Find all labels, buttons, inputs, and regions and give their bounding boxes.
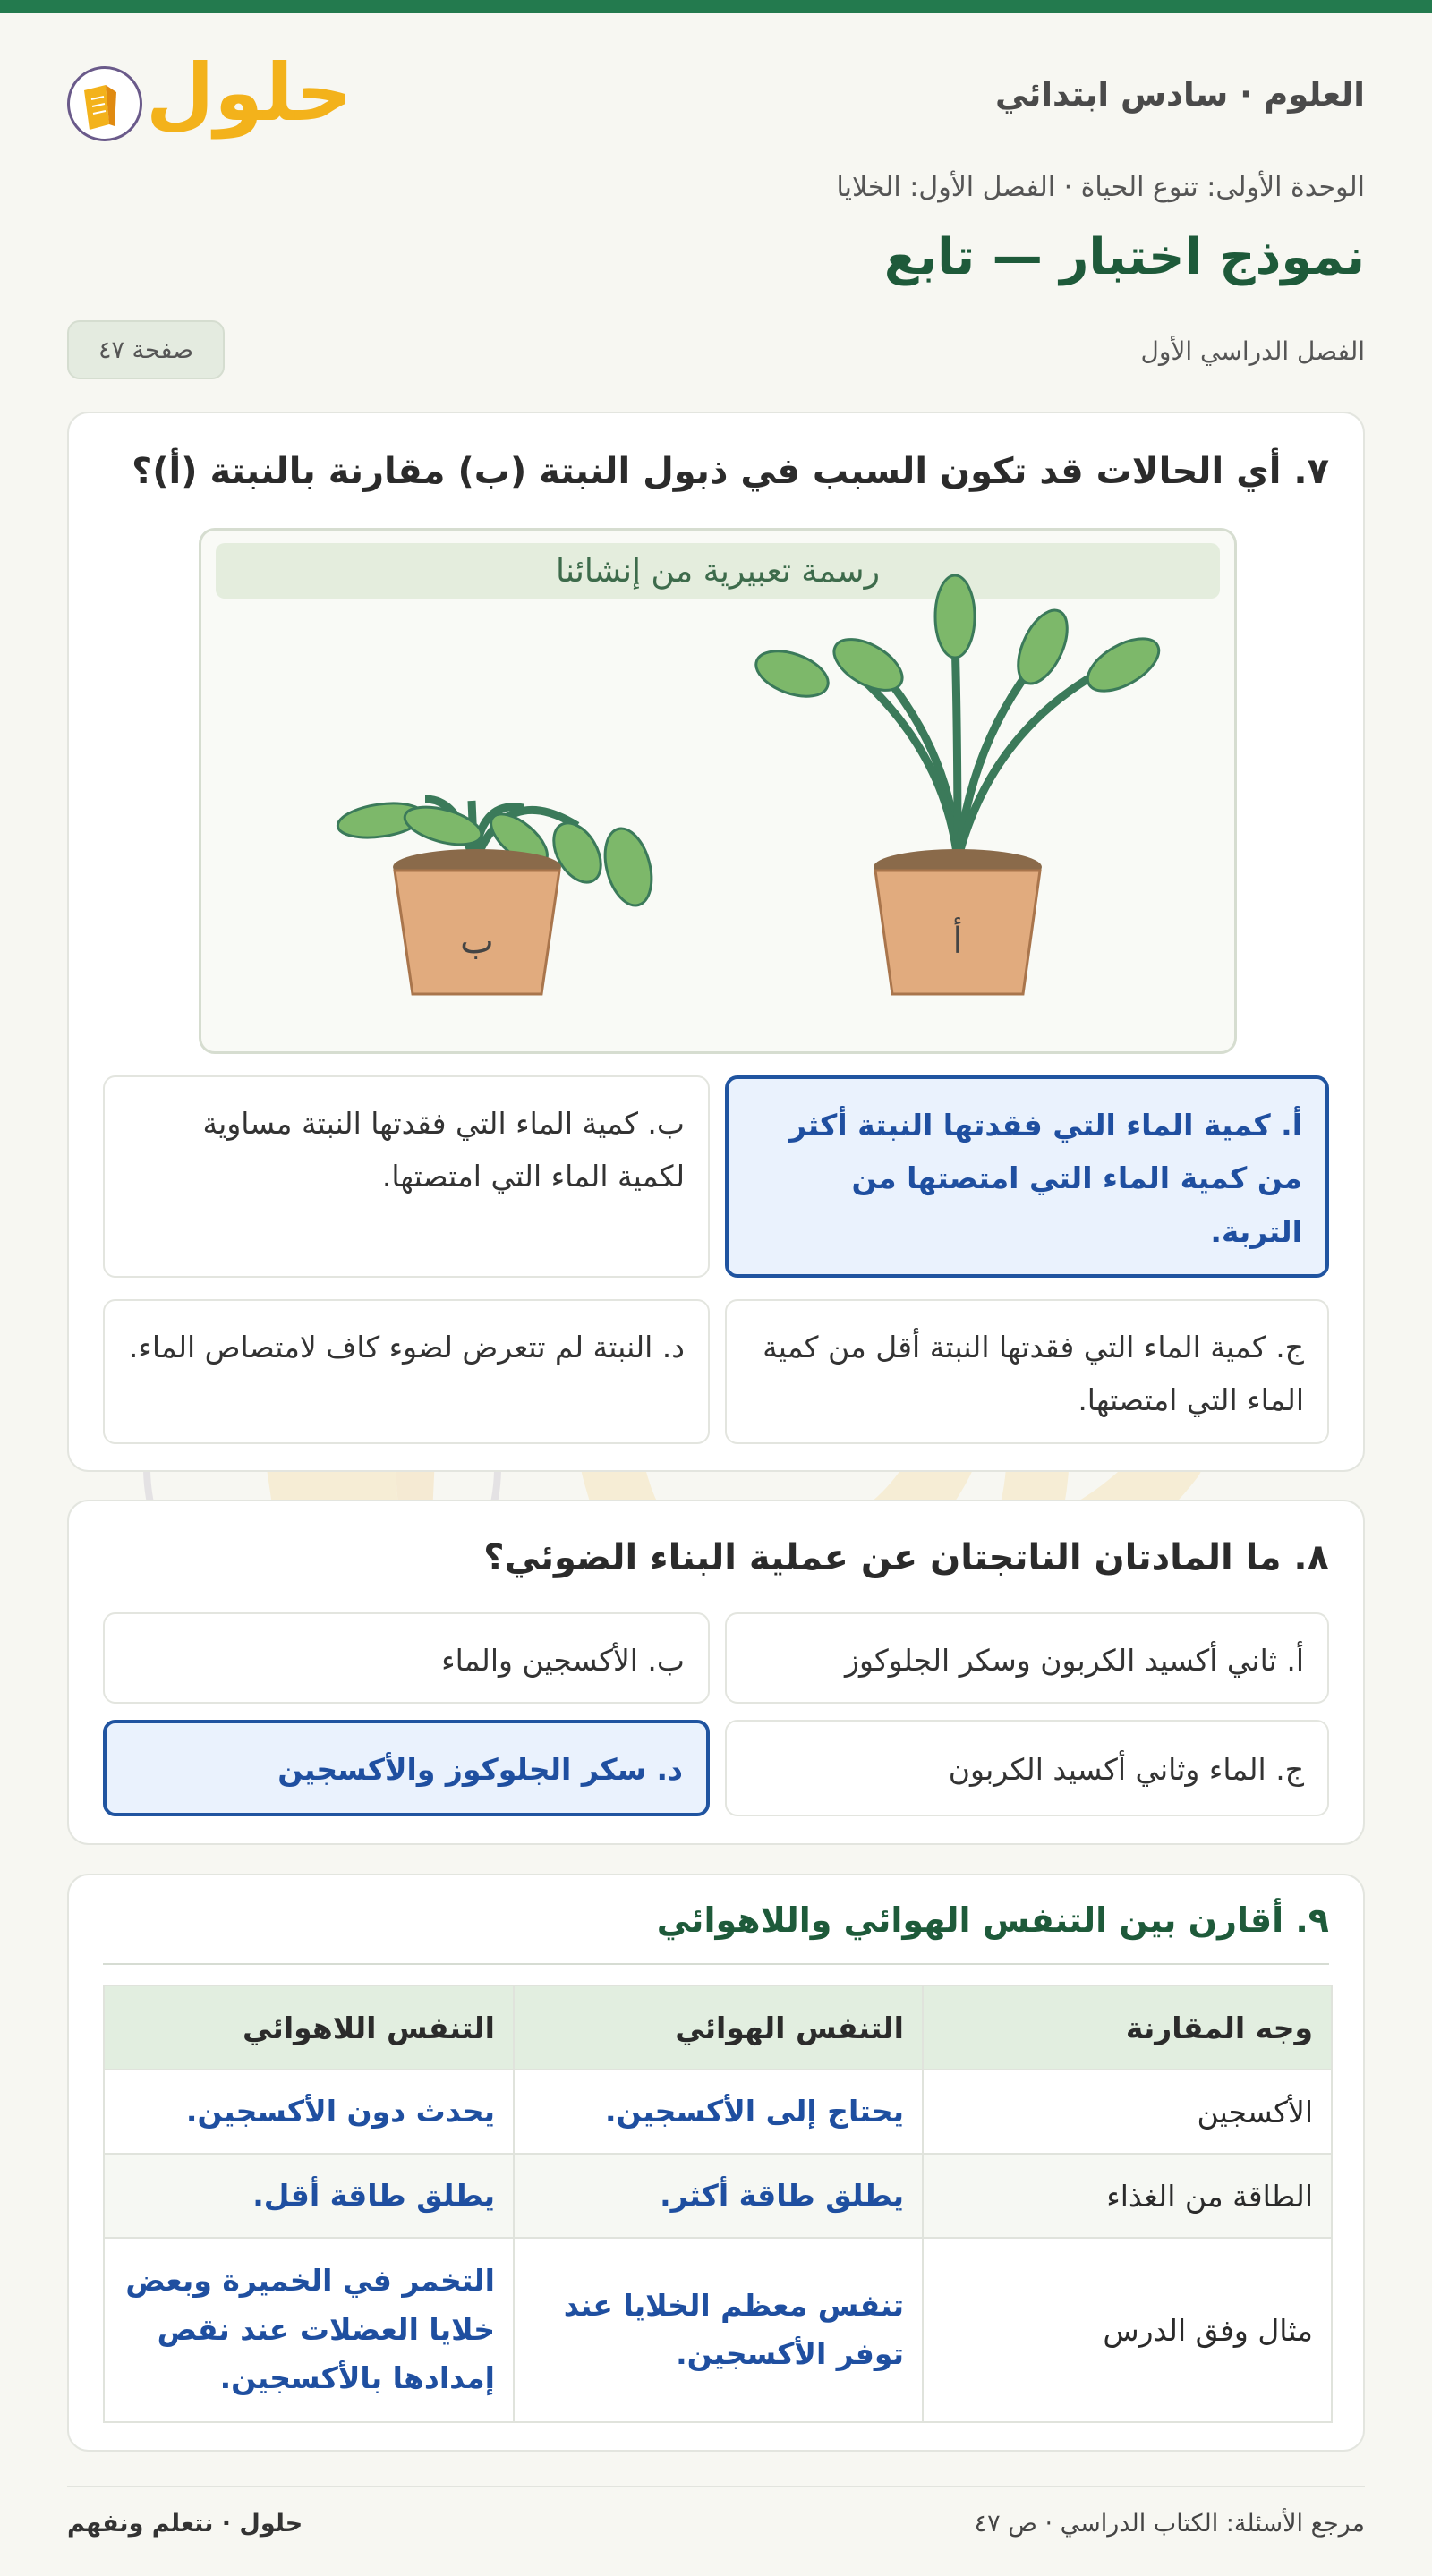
- q8-option-a[interactable]: أ. ثاني أكسيد الكربون وسكر الجلوكوز: [725, 1612, 1329, 1704]
- page-title: نموذج اختبار — تابع: [883, 228, 1365, 286]
- wilted-plant-b: [336, 798, 660, 994]
- question-7-title: ٧. أي الحالات قد تكون السبب في ذبول النبتة (ب) مقارنة بالنبتة (أ)؟: [132, 451, 1329, 492]
- aerobic-answer-cell: يطلق طاقة أكثر.: [514, 2154, 923, 2238]
- aerobic-answer-cell: يحتاج إلى الأكسجين.: [514, 2070, 923, 2154]
- question-8-card: [67, 1500, 1365, 1845]
- table-row: [104, 2154, 1332, 2238]
- anaerobic-answer-cell: يحدث دون الأكسجين.: [104, 2070, 514, 2154]
- aerobic-answer-cell: تنفس معظم الخلايا عند توفر الأكسجين.: [514, 2238, 923, 2422]
- question-9-title: ٩. أقارن بين التنفس الهوائي واللاهوائي: [656, 1900, 1329, 1940]
- question-7-card: [67, 412, 1365, 1472]
- row-label-cell: الأكسجين: [923, 2070, 1332, 2154]
- plant-b-label: ب: [460, 921, 494, 962]
- table-header-cell: التنفس اللاهوائي: [104, 1985, 514, 2070]
- table-header-row: [104, 1985, 1332, 2070]
- question-8-title: ٨. ما المادتان الناتجتان عن عملية البناء الضوئي؟: [483, 1537, 1329, 1578]
- q8-option-c[interactable]: ج. الماء وثاني أكسيد الكربون: [725, 1720, 1329, 1816]
- footer-brand: حلول · نتعلم ونفهم: [67, 2510, 303, 2538]
- anaerobic-answer-cell: يطلق طاقة أقل.: [104, 2154, 514, 2238]
- brand-logo[interactable]: [67, 47, 353, 147]
- top-accent-bar: [0, 0, 1432, 13]
- table-row: [104, 2238, 1332, 2422]
- q7-option-b[interactable]: ب. كمية الماء التي فقدتها النبتة مساوية لكمية الماء التي امتصتها.: [103, 1075, 710, 1278]
- row-label-cell: الطاقة من الغذاء: [923, 2154, 1332, 2238]
- subject-label: العلوم · سادس ابتدائي: [995, 75, 1365, 114]
- row-label-cell: مثال وفق الدرس: [923, 2238, 1332, 2422]
- footer-divider: [67, 2486, 1365, 2487]
- q7-option-d[interactable]: د. النبتة لم تتعرض لضوء كاف لامتصاص الماء.: [103, 1299, 710, 1444]
- plants-figure: [199, 528, 1237, 1054]
- footer-reference: مرجع الأسئلة: الكتاب الدراسي · ص ٤٧: [974, 2510, 1365, 2538]
- question-9-card: [67, 1874, 1365, 2452]
- plants-illustration: [201, 531, 1237, 1054]
- q8-option-b[interactable]: ب. الأكسجين والماء: [103, 1612, 710, 1704]
- anaerobic-answer-cell: التخمر في الخميرة وبعض خلايا العضلات عند نقص إمدادها بالأكسجين.: [104, 2238, 514, 2422]
- breadcrumb: الوحدة الأولى: تنوع الحياة · الفصل الأول: الخلايا: [836, 172, 1365, 203]
- semester-label: الفصل الدراسي الأول: [1140, 336, 1365, 366]
- q7-option-c[interactable]: ج. كمية الماء التي فقدتها النبتة أقل من كمية الماء التي امتصتها.: [725, 1299, 1329, 1444]
- page-number-badge: صفحة ٤٧: [67, 320, 225, 379]
- logo-wordmark: حلول: [146, 47, 353, 139]
- table-header-cell: وجه المقارنة: [923, 1985, 1332, 2070]
- comparison-table: [103, 1985, 1333, 2423]
- q8-option-d-correct[interactable]: د. سكر الجلوكوز والأكسجين: [103, 1720, 710, 1816]
- book-icon: [67, 66, 142, 141]
- q7-option-a-correct[interactable]: أ. كمية الماء التي فقدتها النبتة أكثر من كمية الماء التي امتصتها من التربة.: [725, 1075, 1329, 1278]
- plant-a-label: أ: [952, 921, 963, 962]
- table-row: [104, 2070, 1332, 2154]
- page-header: [67, 43, 1365, 150]
- table-header-cell: التنفس الهوائي: [514, 1985, 923, 2070]
- figure-caption: رسمة تعبيرية من إنشائنا: [216, 543, 1220, 599]
- title-divider: [103, 1963, 1329, 1965]
